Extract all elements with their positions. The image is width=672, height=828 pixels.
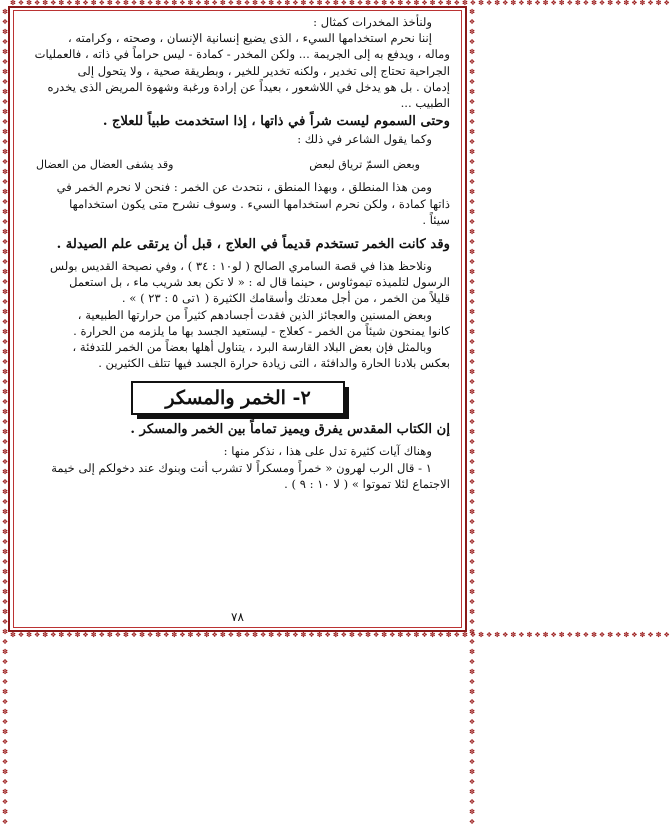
paragraph-line: ونلاحظ هذا في قصة السامري الصالح ( لو١٠ : ٣٤ ) ، وفي نصيحة القديس بولس (50, 259, 432, 274)
top-border-ornament: ✽❖✽❖✽❖✽❖✽❖✽❖✽❖✽❖✽❖✽❖✽❖✽❖✽❖✽❖✽❖✽❖✽❖✽❖✽❖✽❖✽❖✽❖✽❖✽❖✽❖✽❖✽❖✽❖✽❖✽❖✽❖✽❖✽❖✽❖✽❖✽❖✽❖✽❖✽❖✽❖✽❖ (10, 0, 672, 7)
paragraph-line: ومن هذا المنطلق ، وبهذا المنطق ، نتحدث عن الخمر : فنحن لا نحرم الخمر في (56, 180, 432, 195)
bold-statement-bible: إن الكتاب المقدس يفرق ويميز تماماً بين الخمر والمسكر . (130, 422, 450, 438)
paragraph-line: الاجتماع لئلا تموتوا » ( لا ١٠ : ٩ ) . (284, 476, 450, 491)
bold-statement-poisons: وحتى السموم ليست شراً في ذاتها ، إذا استخدمت طبياً للعلاج . (102, 114, 450, 130)
paragraph-line: ذاتها كمادة ، ولكن نحرم استخدامها السيء . وسوف نشرح متى يكون استخدامها (69, 196, 450, 211)
paragraph-line: قليلاً من الخمر ، من أجل معدتك وأسقامك الكثيرة ( ١تى ٥ : ٢٣ ) » . (121, 291, 450, 306)
poem-hemistich-left: وقد يشفى العضال من العضال (36, 158, 174, 172)
paragraph-line: إدمان . بل هو يدخل في اللاشعور ، بعيداً عن إرادة ورغبة وشهوة المريض الذى يخدره (47, 79, 450, 94)
right-border-ornament: ✽❖✽❖✽❖✽❖✽❖✽❖✽❖✽❖✽❖✽❖✽❖✽❖✽❖✽❖✽❖✽❖✽❖✽❖✽❖✽❖✽❖✽❖✽❖✽❖✽❖✽❖✽❖✽❖✽❖✽❖✽❖✽❖✽❖✽❖✽❖✽❖✽❖✽❖✽❖✽❖✽❖ (468, 8, 476, 828)
paragraph-line: وهناك آيات كثيرة تدل على هذا ، نذكر منها : (223, 444, 432, 459)
paragraph-line: الطبيب ... (400, 96, 450, 111)
section-heading: ٢- الخمر والمسكر (131, 381, 345, 415)
page-content (26, 14, 450, 610)
page-number: ٧٨ (231, 610, 244, 624)
paragraph-line: الجراحية تحتاج إلى تخدير ، ولكنه تخدير للخير ، وبطريقة صحية ، ولا يتحول إلى (77, 63, 450, 78)
poem-hemistich-right: وبعض السمّ ترياق لبعض (309, 158, 420, 172)
poem-verse (36, 157, 420, 173)
paragraph-line: ١ - قال الرب لهرون « خمراً ومسكراً لا تشرب أنت وبنوك عند دخولكم إلى خيمة (51, 460, 432, 475)
bottom-border-ornament: ✽❖✽❖✽❖✽❖✽❖✽❖✽❖✽❖✽❖✽❖✽❖✽❖✽❖✽❖✽❖✽❖✽❖✽❖✽❖✽❖✽❖✽❖✽❖✽❖✽❖✽❖✽❖✽❖✽❖✽❖✽❖✽❖✽❖✽❖✽❖✽❖✽❖✽❖✽❖✽❖✽❖ (10, 631, 672, 639)
paragraph-line: وماله ، ويدفع به إلى الجريمة ... ولكن المخدر - كمادة - ليس حراماً في ذاته ، فالعمليات (34, 47, 450, 62)
poem-intro: وكما يقول الشاعر في ذلك : (297, 132, 432, 147)
paragraph-line: سيئاً . (422, 212, 450, 227)
paragraph-line: الرسول لتلميذه تيموثاوس ، حينما قال له : « لا تكن بعد شريب ماء ، بل استعمل (69, 275, 450, 290)
paragraph-line: وبالمثل فإن بعض البلاد القارسة البرد ، يتناول أهلها بعضاً من الخمر للتدفئة ، (72, 340, 432, 355)
bold-statement-medicine: وقد كانت الخمر تستخدم قديماً في العلاج ، قبل أن يرتقى علم الصيدلة . (56, 237, 450, 253)
paragraph-line: بعكس بلادنا الحارة والدافئة ، التى زيادة حرارة الجسد فيها تتلف الكثيرين . (98, 356, 450, 371)
paragraph-line: كانوا يمنحون شيئاً من الخمر - كعلاج - ليستعيد الجسد بها ما يلزمه من الحرارة . (73, 323, 450, 338)
paragraph-line: وبعض المسنين والعجائز الذين فقدت أجسادهم كثيراً من حرارتها الطبيعية ، (77, 307, 432, 322)
left-border-ornament: ✽❖✽❖✽❖✽❖✽❖✽❖✽❖✽❖✽❖✽❖✽❖✽❖✽❖✽❖✽❖✽❖✽❖✽❖✽❖✽❖✽❖✽❖✽❖✽❖✽❖✽❖✽❖✽❖✽❖✽❖✽❖✽❖✽❖✽❖✽❖✽❖✽❖✽❖✽❖✽❖✽❖ (1, 8, 9, 828)
paragraph-line: إننا نحرم استخدامها السيء ، الذى يضيع إنسانية الإنسان ، وصحته ، وكرامته ، (67, 31, 432, 46)
intro-line: ولنأخذ المخدرات كمثال : (313, 15, 432, 29)
